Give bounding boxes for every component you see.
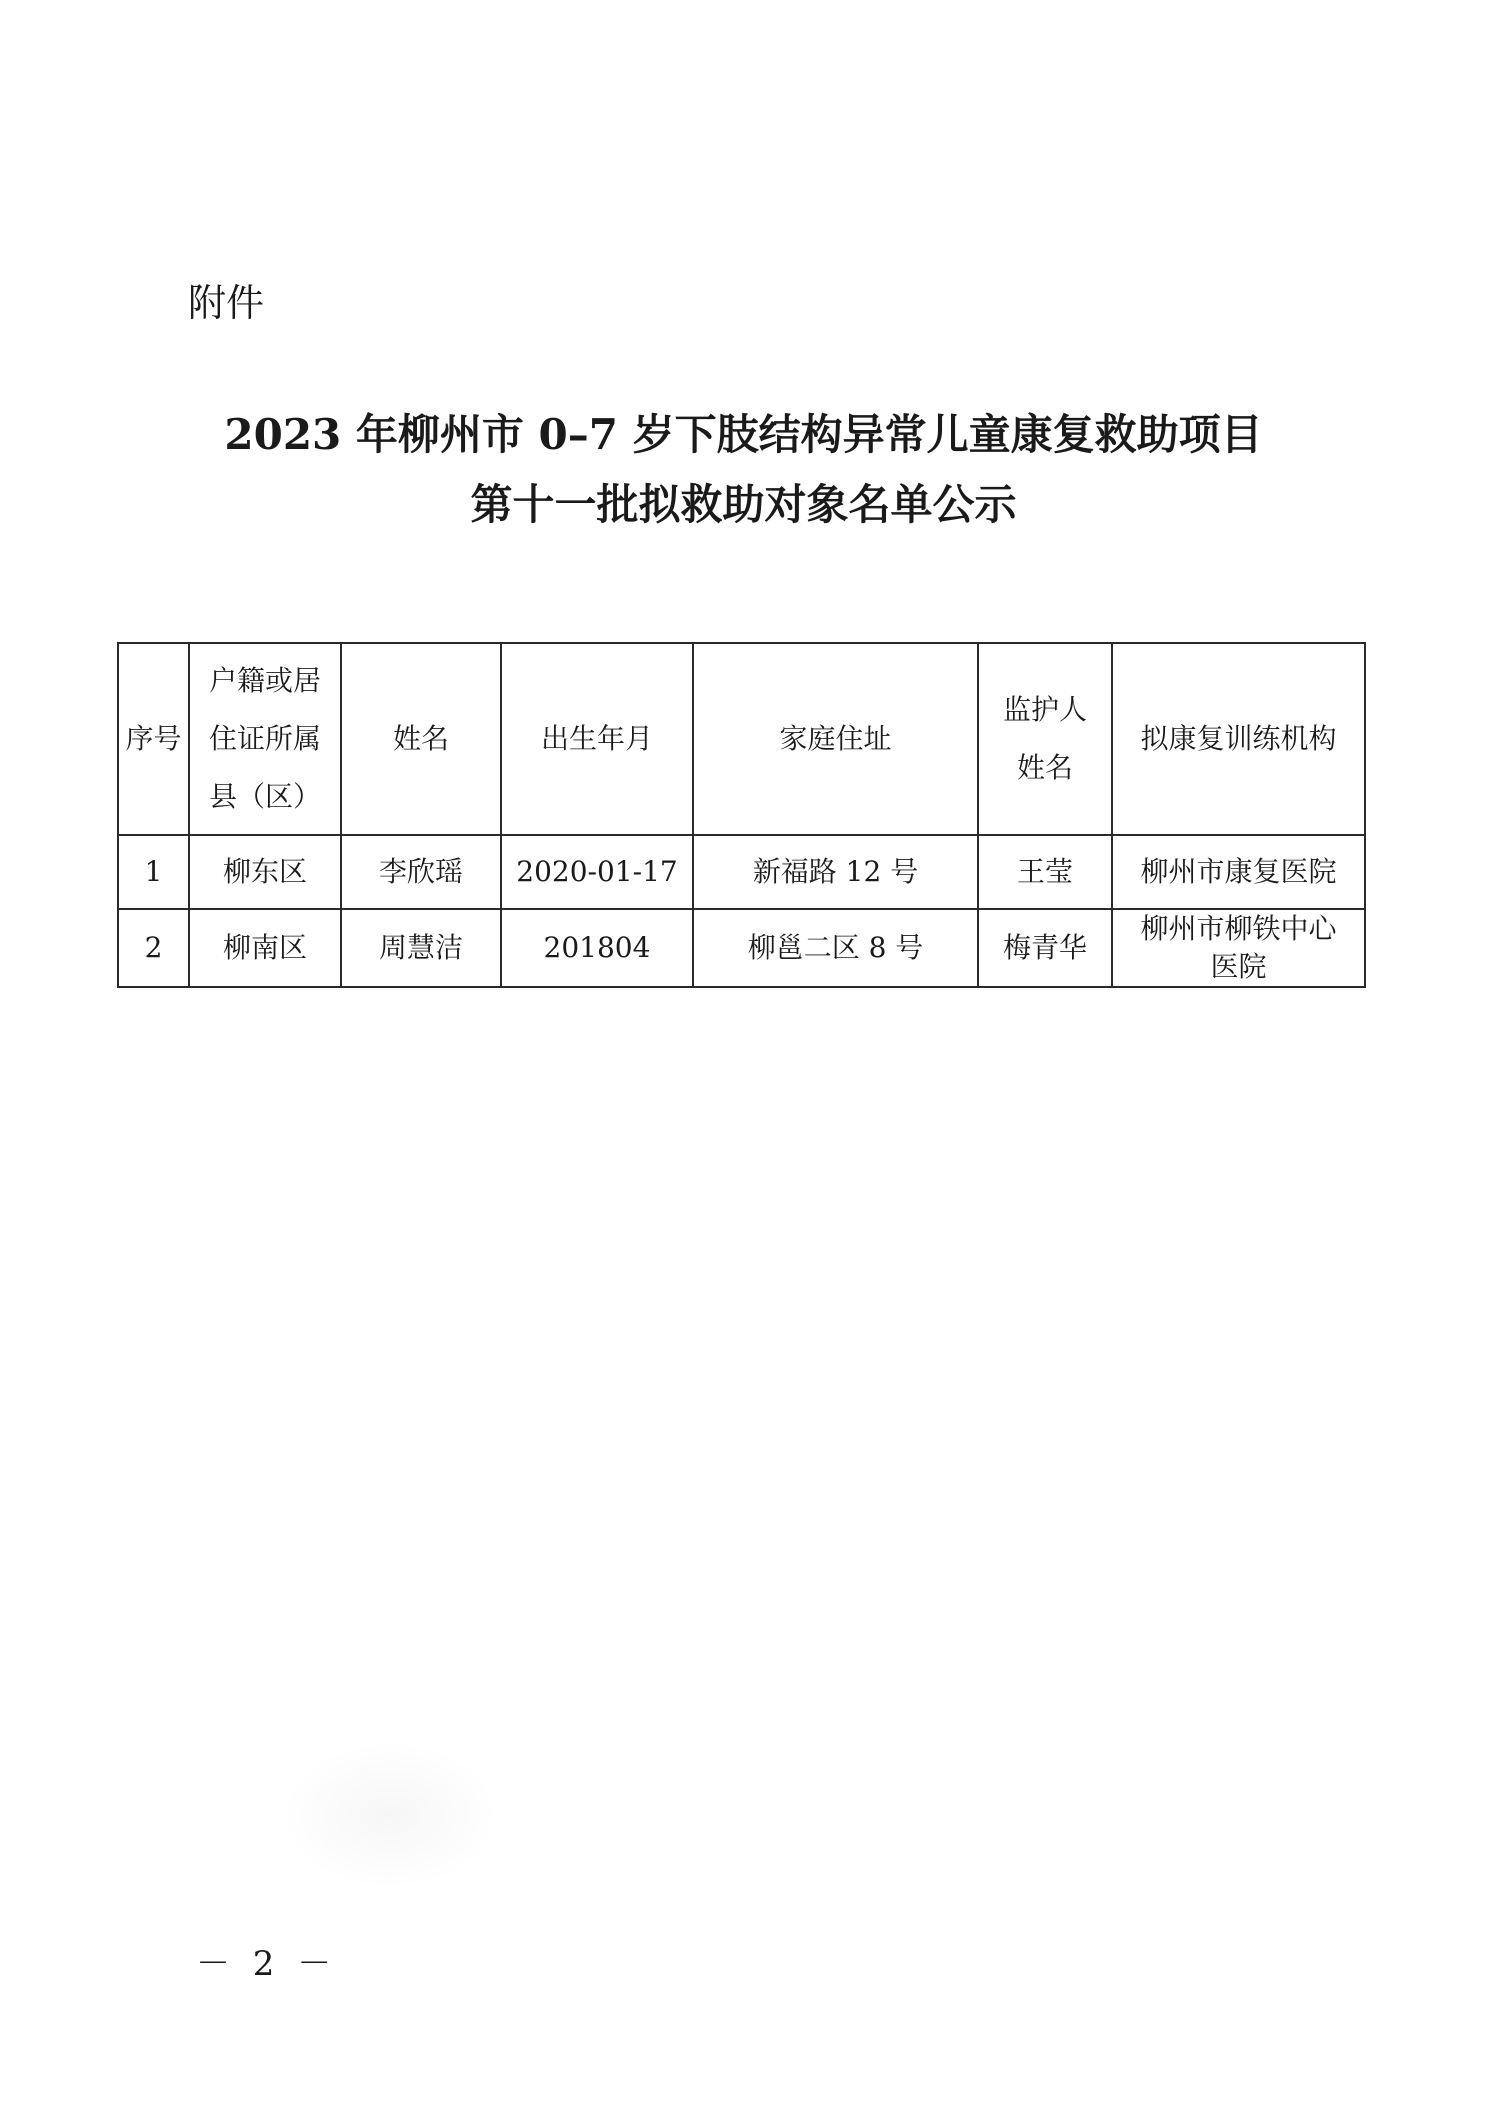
- header-guardian: [978, 643, 1112, 835]
- document-title: [0, 400, 1487, 540]
- cell-institution-line-2: 医院: [1210, 950, 1267, 983]
- scan-smudge: [280, 1740, 500, 1890]
- header-county-line-1: 户籍或居: [208, 664, 321, 697]
- cell-institution-line-1: 柳州市康复医院: [1140, 855, 1337, 888]
- title-line-2: 第十一批拟救助对象名单公示: [470, 480, 1017, 529]
- cell-institution-line-1: 柳州市柳铁中心: [1140, 912, 1337, 945]
- cell-address: 新福路 12 号: [693, 835, 978, 909]
- header-institution: 拟康复训练机构: [1112, 643, 1365, 835]
- header-guardian-line-2: 姓名: [1016, 751, 1073, 784]
- header-seq: 序号: [118, 643, 189, 835]
- header-address: 家庭住址: [693, 643, 978, 835]
- table-row: [118, 909, 1365, 987]
- cell-address: 柳邕二区 8 号: [693, 909, 978, 987]
- table-header-row: [118, 643, 1365, 835]
- cell-birth: 201804: [501, 909, 693, 987]
- recipient-table: [117, 642, 1366, 988]
- header-county-line-3: 县（区）: [208, 780, 321, 813]
- cell-name: 李欣瑶: [341, 835, 501, 909]
- cell-guardian: 梅青华: [978, 909, 1112, 987]
- page-number: － 2 －: [196, 1944, 338, 1984]
- header-county: [189, 643, 341, 835]
- attachment-label: 附件: [188, 281, 265, 325]
- cell-seq: 1: [118, 835, 189, 909]
- header-name: 姓名: [341, 643, 501, 835]
- cell-institution: [1112, 835, 1365, 909]
- cell-seq: 2: [118, 909, 189, 987]
- cell-institution: [1112, 909, 1365, 987]
- cell-county: 柳东区: [189, 835, 341, 909]
- title-line-1: 2023 年柳州市 0–7 岁下肢结构异常儿童康复救助项目: [224, 410, 1263, 459]
- header-county-line-2: 住证所属: [208, 722, 321, 755]
- cell-guardian: 王莹: [978, 835, 1112, 909]
- cell-name: 周慧洁: [341, 909, 501, 987]
- cell-county: 柳南区: [189, 909, 341, 987]
- table-row: [118, 835, 1365, 909]
- header-birth: 出生年月: [501, 643, 693, 835]
- cell-birth: 2020-01-17: [501, 835, 693, 909]
- header-guardian-line-1: 监护人: [1002, 693, 1087, 726]
